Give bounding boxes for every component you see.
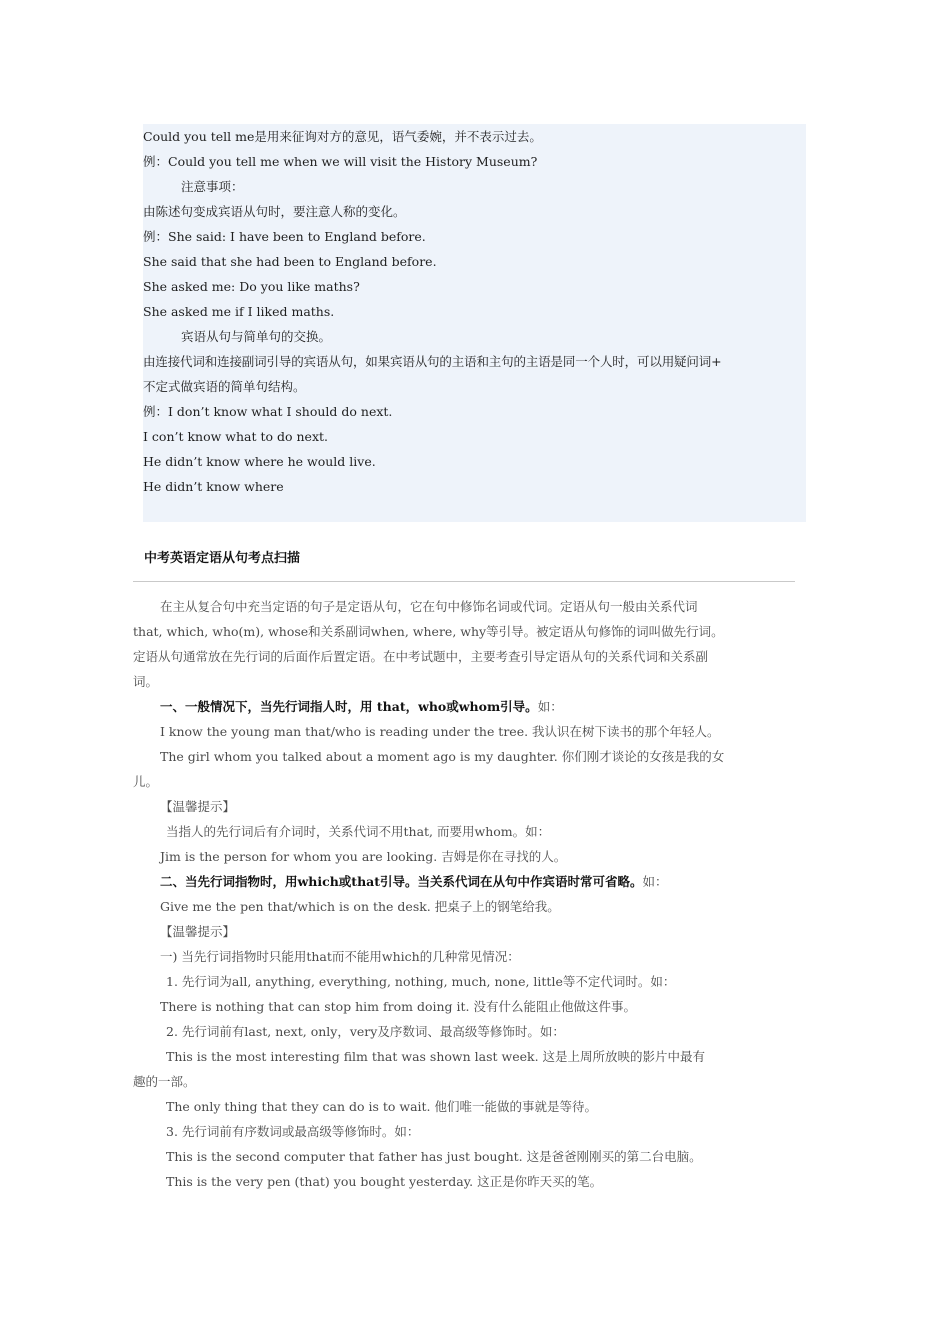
panel-line: 注意事项：	[181, 179, 244, 194]
heading-one-text: 一、一般情况下，当先行词指人时，用 that，who或whom引导。	[160, 699, 538, 714]
panel-line: He didn’t know where	[143, 479, 284, 494]
quoted-text-panel	[143, 124, 806, 522]
tip-text: 当指人的先行词后有介词时，关系代词不用that, 而要用whom。如：	[166, 824, 551, 839]
intro-line: 在主从复合句中充当定语的句子是定语从句，它在句中修饰名词或代词。定语从句一般由关系代词	[160, 599, 698, 614]
panel-line: 宾语从句与简单句的交换。	[181, 329, 332, 344]
example-line: This is the second computer that father has just bought. 这是爸爸刚刚买的第二台电脑。	[166, 1149, 702, 1164]
subheading: 一) 当先行词指物时只能用that而不能用which的几种常见情况：	[160, 949, 520, 964]
example-line: Jim is the person for whom you are looking. 吉姆是你在寻找的人。	[160, 849, 567, 864]
heading-two-text: 二、当先行词指物时，用which或that引导。当关系代词在从句中作宾语时常可省略。	[160, 874, 643, 889]
point-line: 2. 先行词前有last, next, only，very及序数词、最高级等修饰时。如：	[166, 1024, 565, 1039]
panel-line: She asked me if I liked maths.	[143, 304, 335, 319]
example-line: This is the most interesting film that was shown last week. 这是上周所放映的影片中最有	[166, 1049, 706, 1064]
intro-line: 词。	[133, 674, 159, 689]
intro-line: 定语从句通常放在先行词的后面作后置定语。在中考试题中，主要考查引导定语从句的关系代词和关系副	[133, 649, 709, 664]
panel-line: 例：She said: I have been to England before.	[143, 229, 426, 244]
panel-line: 由连接代词和连接副词引导的宾语从句，如果宾语从句的主语和主句的主语是同一个人时，可以用疑问词+	[143, 354, 722, 369]
section-title: 中考英语定语从句考点扫描	[144, 551, 301, 566]
tip-label: 【温馨提示】	[160, 924, 236, 939]
heading-two-tail: 如：	[642, 874, 668, 889]
point-line: 1. 先行词为all, anything, everything, nothing, much, none, little等不定代词时。如：	[166, 974, 676, 989]
title-divider	[133, 581, 795, 582]
example-line: This is the very pen (that) you bought yesterday. 这正是你昨天买的笔。	[166, 1174, 603, 1189]
panel-line: She said that she had been to England before.	[143, 254, 437, 269]
tip-label: 【温馨提示】	[160, 799, 236, 814]
example-line: 儿。	[133, 774, 159, 789]
example-line: Give me the pen that/which is on the desk. 把桌子上的钢笔给我。	[160, 899, 560, 914]
intro-line: that, which, who(m), whose和关系副词when, where, why等引导。被定语从句修饰的词叫做先行词。	[133, 624, 724, 639]
example-line: I know the young man that/who is reading under the tree. 我认识在树下读书的那个年轻人。	[160, 724, 720, 739]
example-line: The girl whom you talked about a moment ago is my daughter. 你们刚才谈论的女孩是我的女	[160, 749, 725, 764]
example-line: There is nothing that can stop him from doing it. 没有什么能阻止他做这件事。	[160, 999, 636, 1014]
heading-one-tail: 如：	[537, 699, 563, 714]
panel-line: He didn’t know where he would live.	[143, 454, 376, 469]
panel-line: She asked me: Do you like maths?	[143, 279, 360, 294]
heading-one	[160, 694, 563, 719]
panel-line: 例：I don’t know what I should do next.	[143, 404, 393, 419]
example-line: 趣的一部。	[133, 1074, 196, 1089]
panel-line: I con’t know what to do next.	[143, 429, 328, 444]
heading-two	[160, 869, 668, 894]
panel-line: 不定式做宾语的简单句结构。	[143, 379, 306, 394]
panel-line: 例：Could you tell me when we will visit the History Museum?	[143, 154, 538, 169]
panel-line: Could you tell me是用来征询对方的意见，语气委婉，并不表示过去。	[143, 129, 542, 144]
point-line: 3. 先行词前有序数词或最高级等修饰时。如：	[166, 1124, 420, 1139]
panel-line: 由陈述句变成宾语从句时，要注意人称的变化。	[143, 204, 406, 219]
example-line: The only thing that they can do is to wait. 他们唯一能做的事就是等待。	[166, 1099, 598, 1114]
